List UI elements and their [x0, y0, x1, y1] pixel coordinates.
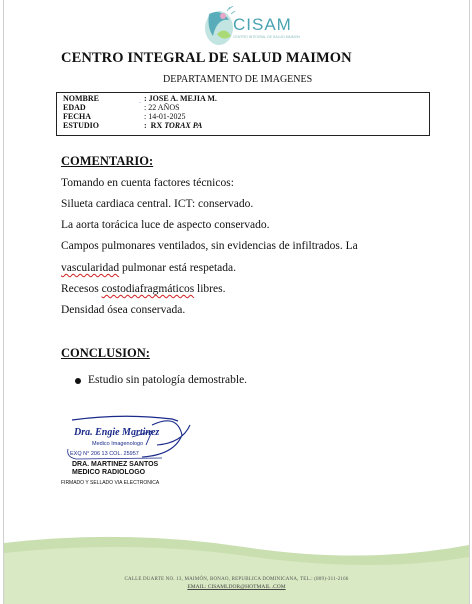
svg-text:Dra. Engie Martinez: Dra. Engie Martinez	[74, 427, 160, 438]
svg-text:EXQ N° 206 13 COL. 25957: EXQ N° 206 13 COL. 25957	[70, 451, 139, 457]
comment-line: Densidad ósea conservada.	[61, 304, 186, 316]
logo-wordmark: CISAM	[233, 15, 292, 34]
value-estudio	[144, 122, 202, 130]
signature-note: FIRMADO Y SELLADO VIA ELECTRONICA	[61, 480, 160, 486]
signer-role: MEDICO RADIOLOGO	[72, 469, 146, 476]
label-nombre: NOMBRE	[63, 94, 99, 103]
label-fecha: FECHA	[63, 112, 91, 121]
footer-email: EMAIL: CISAMLDOR@HOTMAIL .COM	[187, 584, 286, 590]
document-page	[3, 0, 470, 604]
comment-line: Campos pulmonares ventilados, sin evidencias de infiltrados. La	[61, 240, 358, 252]
comment-text: Recesos	[61, 283, 102, 295]
conclusion-item: Estudio sin patología demostrable.	[88, 374, 248, 386]
document-title: CENTRO INTEGRAL DE SALUD MAIMON	[61, 50, 352, 66]
spellcheck-word: vascularidad	[61, 262, 120, 274]
logo-subtext: CENTRO INTEGRAL DE SALUD MAIMON	[233, 35, 300, 39]
footer-address: CALLE DUARTE NO. 13, MAIMÓN, BONAO, REPUBLICA DOMINICANA, TEL.: (809)-311-2166	[124, 577, 349, 582]
value-estudio-prefix: : RX	[144, 121, 165, 130]
comment-line: Silueta cardiaca central. ICT: conservado.	[61, 198, 254, 210]
value-fecha: : 14-01-2025	[144, 112, 186, 121]
value-estudio-italic: TORAX PA	[164, 121, 203, 130]
footer-wave-icon	[4, 535, 469, 604]
spellcheck-word: costodiafragmáticos	[101, 283, 195, 295]
comment-text: pulmonar está respetada.	[119, 262, 236, 274]
signature-stamp-icon	[62, 415, 197, 465]
spellcheck-mark-icon: ᐧ	[139, 99, 141, 107]
label-edad: EDAD	[63, 103, 86, 112]
patient-info-box	[56, 92, 430, 136]
comment-text: libres.	[194, 283, 226, 295]
comment-line: Tomando en cuenta factores técnicos:	[61, 177, 234, 189]
comment-line	[61, 262, 236, 274]
department-name: DEPARTAMENTO DE IMAGENES	[163, 74, 313, 85]
value-nombre: : JOSE A. MEJIA M.	[144, 94, 217, 103]
value-edad: : 22 AÑOS	[144, 103, 180, 112]
signer-name: DRA. MARTINEZ SANTOS	[72, 461, 159, 468]
comment-line	[61, 283, 225, 295]
bullet-icon	[75, 378, 81, 384]
comment-line: La aorta torácica luce de aspecto conservado.	[61, 219, 270, 231]
conclusion-heading: CONCLUSION:	[61, 346, 150, 360]
comment-heading: COMENTARIO:	[61, 154, 154, 168]
svg-text:Medico Imagenologo: Medico Imagenologo	[92, 441, 144, 447]
label-estudio: ESTUDIO	[63, 121, 100, 130]
